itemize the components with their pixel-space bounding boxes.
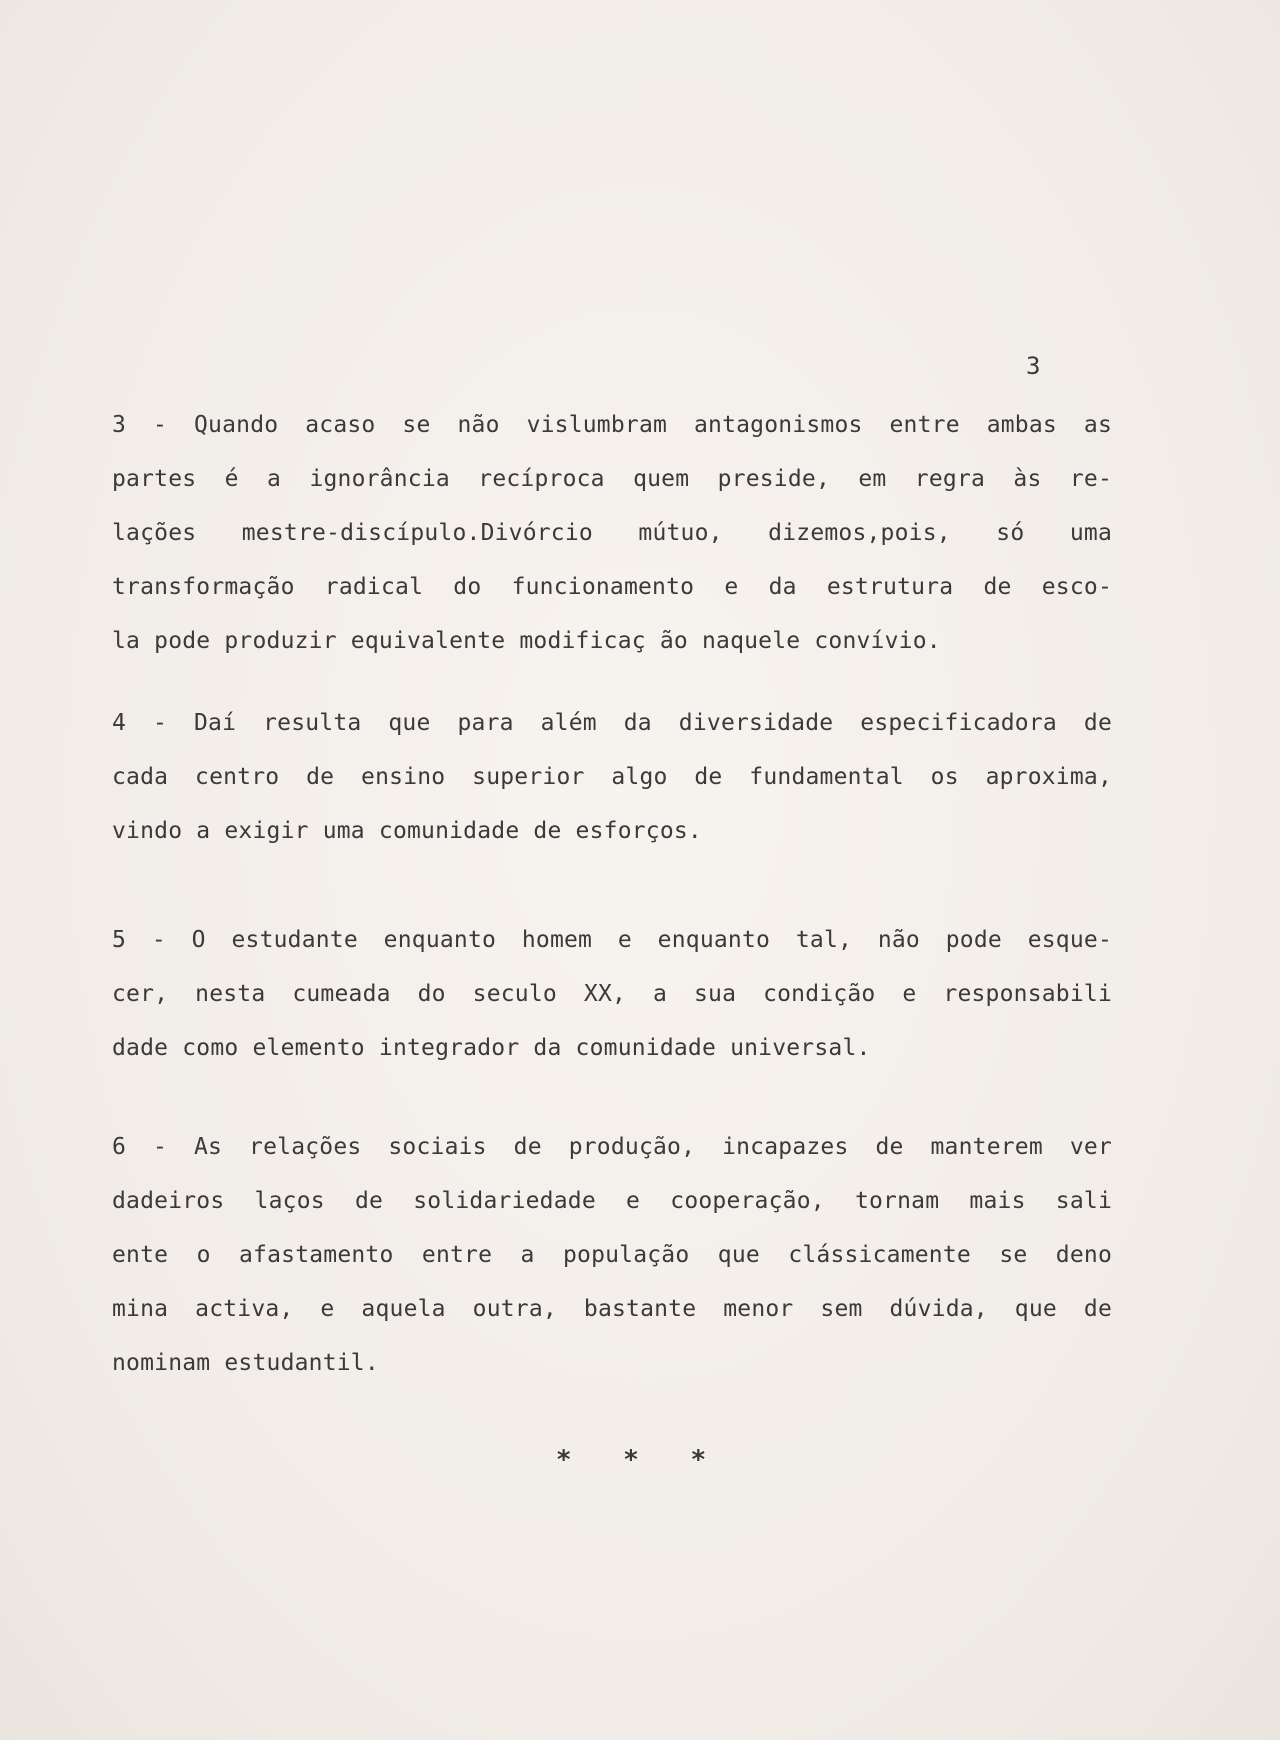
section-separator: * * * bbox=[555, 1445, 725, 1475]
text-line: dade como elemento integrador da comunidade universal. bbox=[112, 1035, 871, 1061]
text-line: 5 - O estudante enquanto homem e enquanto tal, não pode esque- bbox=[112, 927, 1112, 953]
text-line: nominam estudantil. bbox=[112, 1350, 379, 1376]
paragraph-6 bbox=[112, 1120, 1112, 1390]
text-line: ente o afastamento entre a população que clássicamente se deno bbox=[112, 1242, 1112, 1268]
text-line: partes é a ignorância recíproca quem preside, em regra às re- bbox=[112, 466, 1112, 492]
text-line: 4 - Daí resulta que para além da diversidade especificadora de bbox=[112, 710, 1112, 736]
text-line: cer, nesta cumeada do seculo XX, a sua condição e responsabili bbox=[112, 981, 1112, 1007]
paragraph-3 bbox=[112, 398, 1112, 668]
page-number: 3 bbox=[1026, 352, 1041, 380]
text-line: lações mestre-discípulo.Divórcio mútuo, dizemos,pois, só uma bbox=[112, 520, 1112, 546]
text-line: 3 - Quando acaso se não vislumbram antagonismos entre ambas as bbox=[112, 412, 1112, 438]
text-line: la pode produzir equivalente modificaç ão naquele convívio. bbox=[112, 628, 941, 654]
text-line: dadeiros laços de solidariedade e cooperação, tornam mais sali bbox=[112, 1188, 1112, 1214]
paragraph-4 bbox=[112, 696, 1112, 858]
text-line: 6 - As relações sociais de produção, incapazes de manterem ver bbox=[112, 1134, 1112, 1160]
paragraph-5 bbox=[112, 913, 1112, 1075]
text-line: mina activa, e aquela outra, bastante menor sem dúvida, que de bbox=[112, 1296, 1112, 1322]
text-line: vindo a exigir uma comunidade de esforços. bbox=[112, 818, 702, 844]
text-line: cada centro de ensino superior algo de fundamental os aproxima, bbox=[112, 764, 1112, 790]
text-line: transformação radical do funcionamento e da estrutura de esco- bbox=[112, 574, 1112, 600]
